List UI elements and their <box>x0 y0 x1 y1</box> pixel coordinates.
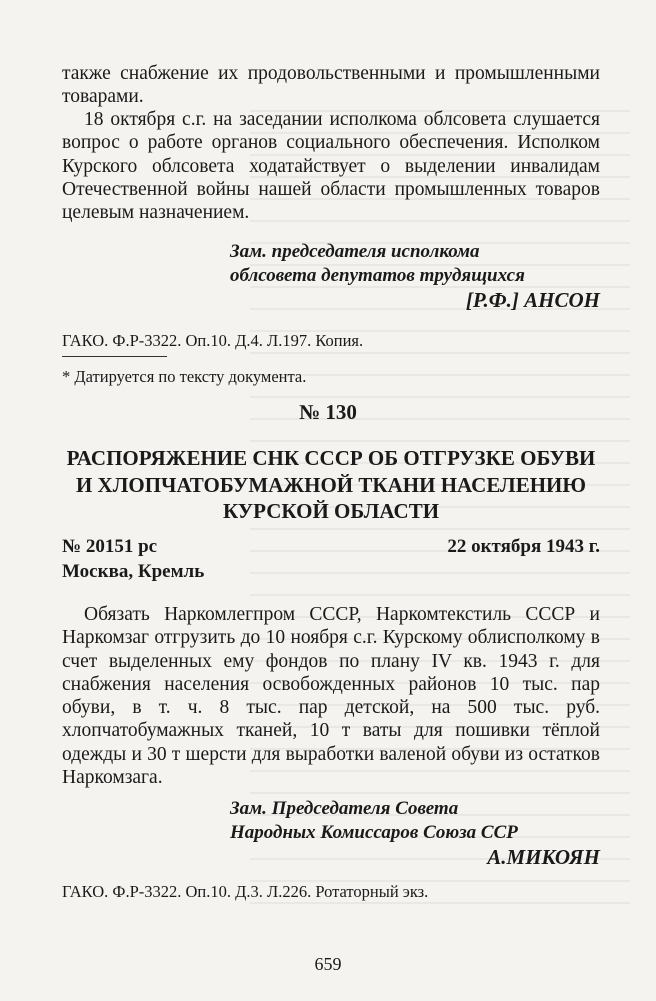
footnote-divider <box>62 356 167 357</box>
order-number: № 20151 рс <box>62 536 158 557</box>
signature-2-line-2: Народных Комиссаров Союза ССР <box>230 822 518 843</box>
signature-2-name: А.МИКОЯН <box>487 845 600 869</box>
signature-block-2 <box>230 797 600 869</box>
paragraph-2: 18 октября с.г. на заседании исполкома облсовета слушается вопрос о работе органов социального обеспечения. Исполком Курского облсовета ходатайствует о выделении инвалидам Отечественной войны нашей области промышленных товаров целевым назначением. <box>62 109 600 224</box>
order-meta-row <box>62 536 600 558</box>
page-number: 659 <box>314 954 342 974</box>
signature-1-line-1: Зам. председателя исполкома <box>230 241 480 262</box>
source-reference-1: ГАКО. Ф.Р-3322. Оп.10. Д.4. Л.197. Копия. <box>62 331 364 350</box>
intro-paragraph: также снабжение их продовольственными и промышленными товарами. <box>62 63 600 108</box>
main-text: Обязать Наркомлегпром СССР, Наркомтекстиль СССР и Наркомзаг отгрузить до 10 ноября с.г. Курскому облисполкому в счет выделенных ему фондов по плану IV кв. 1943 г. для снабжения населения освобожденных районов 10 тыс. пар обуви, в т. ч. 8 тыс. пар детской, на 500 тыс. руб. хлопчатобумажных тканей, 10 т ваты для пошивки тёплой одежды и 30 т шерсти для выработки валеной обуви из остатков Наркомзага. <box>62 604 600 789</box>
source-reference-2: ГАКО. Ф.Р-3322. Оп.10. Д.3. Л.226. Ротаторный экз. <box>62 882 429 901</box>
footnote: * Датируется по тексту документа. <box>62 367 307 386</box>
document-number: № 130 <box>299 400 357 424</box>
document-title: РАСПОРЯЖЕНИЕ СНК СССР ОБ ОТГРУЗКЕ ОБУВИ И ХЛОПЧАТОБУМАЖНОЙ ТКАНИ НАСЕЛЕНИЮ КУРСКОЙ ОБЛАСТИ <box>66 446 596 523</box>
order-place: Москва, Кремль <box>62 561 205 582</box>
signature-2-line-1: Зам. Председателя Совета <box>230 798 459 819</box>
signature-block-1 <box>230 240 600 312</box>
signature-1-line-2: облсовета депутатов трудящихся <box>230 265 525 286</box>
order-date: 22 октября 1943 г. <box>447 536 600 557</box>
signature-1-name: [Р.Ф.] АНСОН <box>465 288 600 312</box>
